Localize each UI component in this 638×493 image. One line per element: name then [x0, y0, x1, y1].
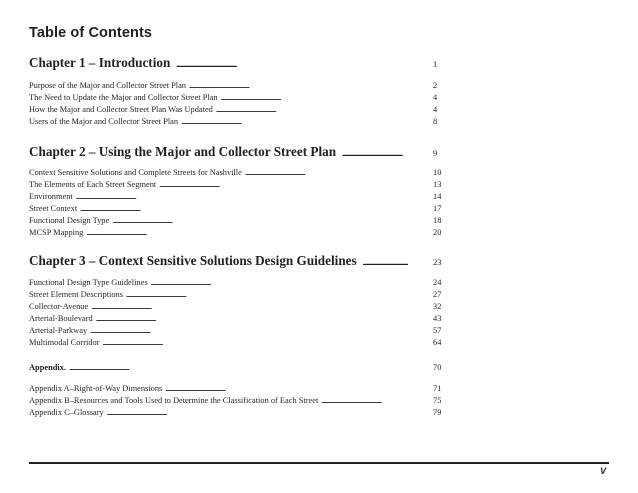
chapter-2-title: Chapter 2 – Using the Major and Collector Street Plan — [29, 144, 337, 159]
chapter-2-page: 9 — [433, 149, 438, 158]
toc-entry-arterial-boulevard[interactable] — [29, 313, 408, 325]
entry-page: 71 — [433, 384, 442, 393]
entry-label: Street Element Descriptions — [29, 290, 123, 299]
dot-leader — [321, 395, 408, 407]
entry-label: How the Major and Collector Street Plan Was Updated — [29, 105, 213, 114]
entry-label: Multimodal Corridor — [29, 338, 100, 347]
dot-leader — [189, 80, 408, 92]
toc-entry-street-segment[interactable] — [29, 179, 408, 191]
entry-label: The Elements of Each Street Segment — [29, 180, 157, 189]
appendix-title: Appendix. — [29, 363, 67, 372]
toc-entry-street-context[interactable] — [29, 203, 408, 215]
dot-leader — [96, 313, 408, 325]
dot-leader — [107, 407, 408, 419]
chapter-2-heading[interactable] — [29, 143, 408, 161]
footer-rule — [29, 462, 609, 464]
toc-entry-appendix-a[interactable] — [29, 383, 408, 395]
entry-label: Arterial-Parkway — [29, 326, 88, 335]
entry-page: 14 — [433, 192, 442, 201]
dot-leader — [69, 362, 408, 374]
dot-leader — [363, 256, 408, 270]
entry-label: Appendix A–Right-of-Way Dimensions — [29, 384, 163, 393]
entry-page: 27 — [433, 290, 442, 299]
dot-leader — [342, 147, 408, 161]
toc-entry-street-element-descriptions[interactable] — [29, 289, 408, 301]
entry-label: Functional Design Type — [29, 216, 110, 225]
dot-leader — [151, 277, 408, 289]
chapter-1-title: Chapter 1 – Introduction — [29, 55, 171, 70]
dot-leader — [90, 325, 408, 337]
dot-leader — [176, 58, 408, 72]
toc-entry-functional-design-type[interactable] — [29, 215, 408, 227]
dot-leader — [159, 179, 408, 191]
entry-page: 64 — [433, 338, 442, 347]
entry-page: 17 — [433, 204, 442, 213]
toc-entry-collector-avenue[interactable] — [29, 301, 408, 313]
toc-entry-fdt-guidelines[interactable] — [29, 277, 408, 289]
entry-page: 32 — [433, 302, 442, 311]
entry-label: Users of the Major and Collector Street Plan — [29, 117, 179, 126]
dot-leader — [245, 167, 408, 179]
dot-leader — [181, 116, 408, 128]
entry-label: Arterial-Boulevard — [29, 314, 93, 323]
entry-page: 20 — [433, 228, 442, 237]
chapter-1-heading[interactable] — [29, 54, 408, 72]
dot-leader — [112, 215, 408, 227]
toc-entry-arterial-parkway[interactable] — [29, 325, 408, 337]
entry-label: Appendix B–Resources and Tools Used to Determine the Classification of Each Street — [29, 396, 319, 405]
entry-page: 4 — [433, 105, 438, 114]
entry-label: Appendix C–Glossary — [29, 408, 104, 417]
entry-page: 13 — [433, 180, 442, 189]
entry-label: Context Sensitive Solutions and Complete Streets for Nashville — [29, 168, 242, 177]
toc-entry-users[interactable] — [29, 116, 408, 128]
dot-leader — [102, 337, 408, 349]
dot-leader — [165, 383, 408, 395]
chapter-1-page: 1 — [433, 60, 438, 69]
toc-entry-purpose[interactable] — [29, 80, 408, 92]
entry-page: 2 — [433, 81, 438, 90]
entry-label: The Need to Update the Major and Collector Street Plan — [29, 93, 218, 102]
entry-label: Functional Design Type Guidelines — [29, 278, 148, 287]
chapter-3-title: Chapter 3 – Context Sensitive Solutions Design Guidelines — [29, 253, 357, 268]
chapter-3-page: 23 — [433, 258, 442, 267]
entry-page: 57 — [433, 326, 442, 335]
page-folio: V — [600, 466, 607, 476]
dot-leader — [221, 92, 408, 104]
entry-page: 43 — [433, 314, 442, 323]
dot-leader — [216, 104, 408, 116]
toc-entry-appendix-c[interactable] — [29, 407, 408, 419]
appendix-page: 70 — [433, 363, 442, 372]
toc-entry-mcsp-mapping[interactable] — [29, 227, 408, 239]
dot-leader — [76, 191, 408, 203]
dot-leader — [80, 203, 408, 215]
toc-title: Table of Contents — [29, 25, 153, 41]
chapter-3-heading[interactable] — [29, 252, 408, 270]
toc-entry-multimodal-corridor[interactable] — [29, 337, 408, 349]
entry-label: Collector-Avenue — [29, 302, 89, 311]
entry-page: 10 — [433, 168, 442, 177]
entry-page: 24 — [433, 278, 442, 287]
toc-entry-context-sensitive[interactable] — [29, 167, 408, 179]
dot-leader — [91, 301, 408, 313]
entry-page: 79 — [433, 408, 442, 417]
toc-entry-environment[interactable] — [29, 191, 408, 203]
toc-entry-appendix-b[interactable] — [29, 395, 408, 407]
entry-label: MCSP Mapping — [29, 228, 84, 237]
toc-entry-need-to-update[interactable] — [29, 92, 408, 104]
dot-leader — [126, 289, 408, 301]
entry-label: Environment — [29, 192, 73, 201]
entry-label: Purpose of the Major and Collector Street Plan — [29, 81, 186, 90]
toc-entry-how-updated[interactable] — [29, 104, 408, 116]
appendix-heading[interactable] — [29, 362, 408, 374]
entry-page: 18 — [433, 216, 442, 225]
entry-page: 4 — [433, 93, 438, 102]
dot-leader — [86, 227, 408, 239]
entry-page: 75 — [433, 396, 442, 405]
entry-label: Street Context — [29, 204, 78, 213]
entry-page: 8 — [433, 117, 438, 126]
